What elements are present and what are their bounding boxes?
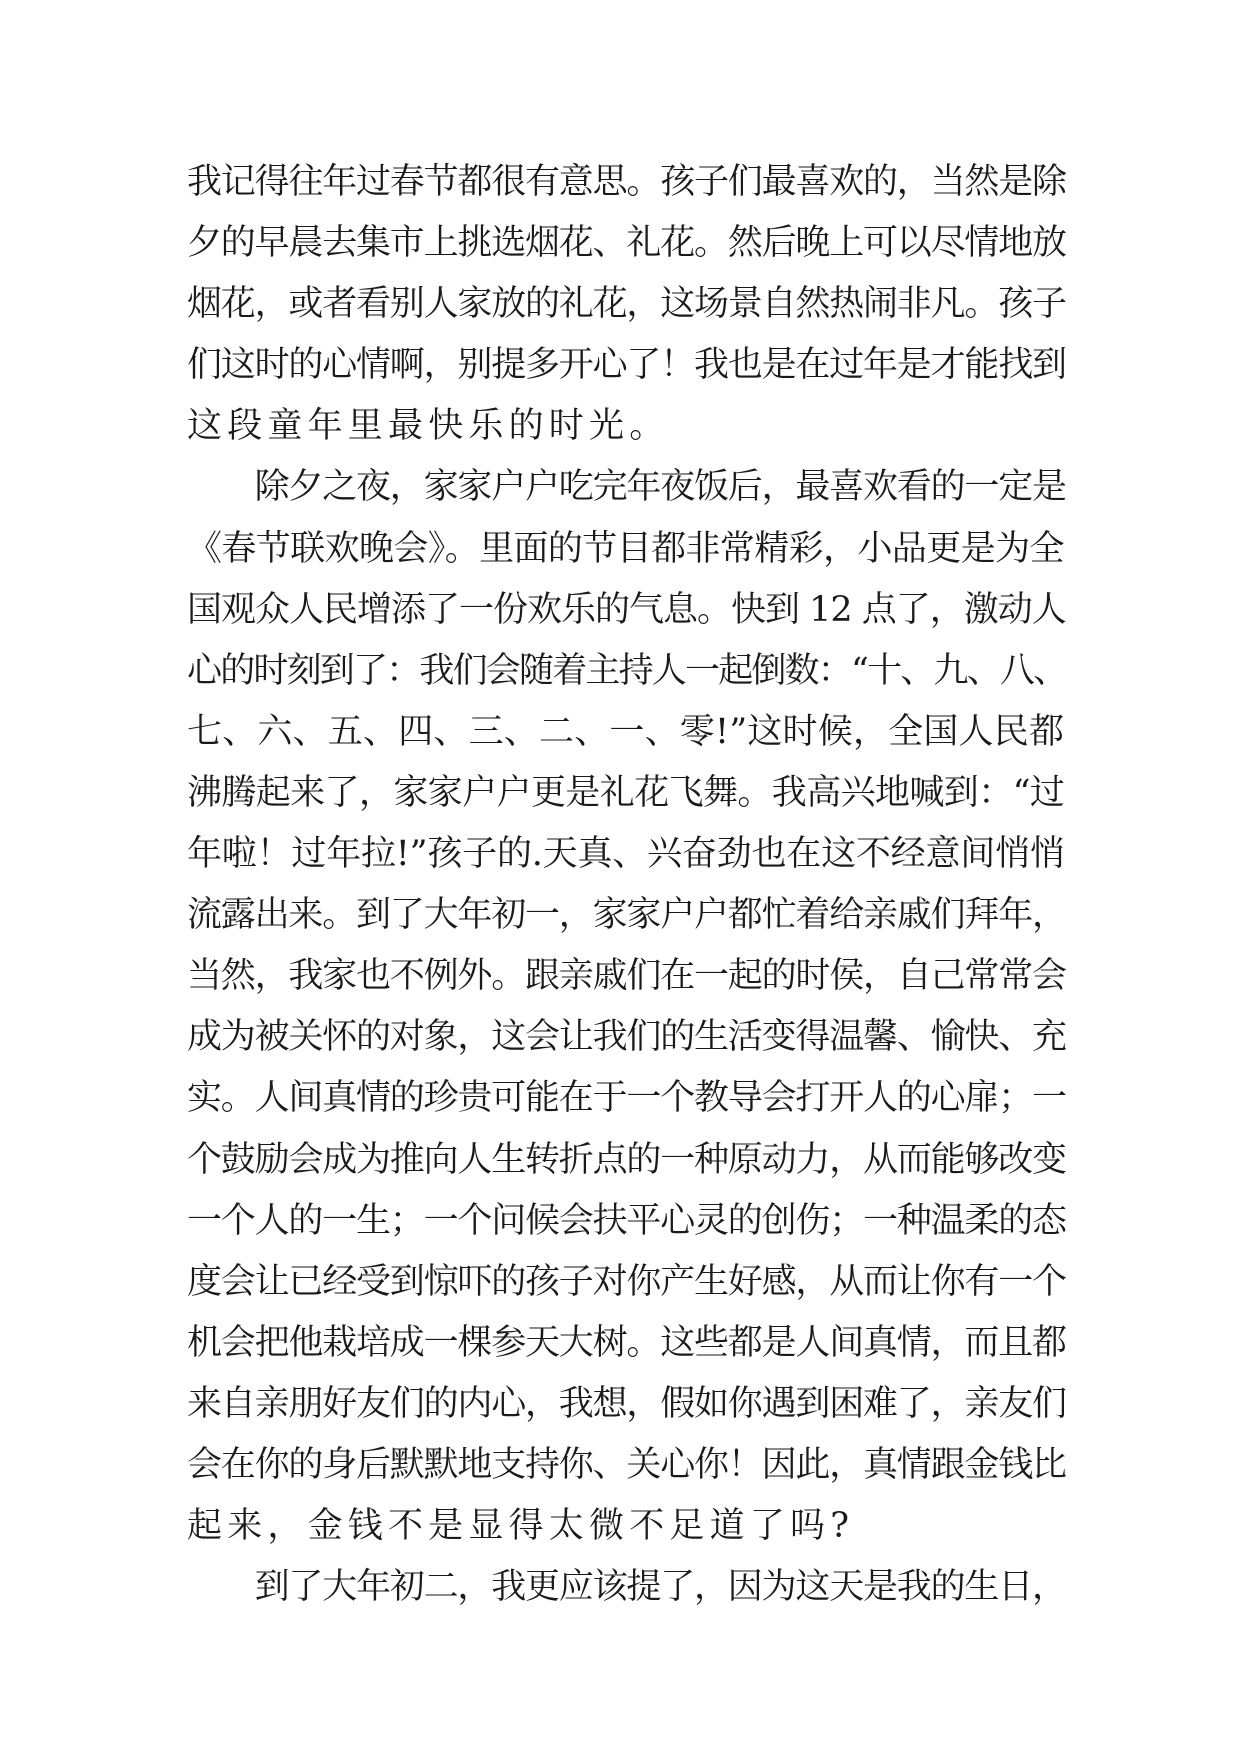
text-line: 来自亲朋好友们的内心，我想，假如你遇到困难了，亲友们 [187, 1383, 1066, 1424]
text-line: 会在你的身后默默地支持你、关心你！因此，真情跟金钱比 [187, 1444, 1066, 1485]
text-line: 年啦！过年拉!”孩子的.天真、兴奋劲也在这不经意间悄悄 [187, 834, 1065, 875]
text-line: 沸腾起来了，家家户户更是礼花飞舞。我高兴地喊到：“过 [187, 772, 1065, 813]
text-line: 当然，我家也不例外。跟亲戚们在一起的时侯，自己常常会 [187, 956, 1066, 997]
text-line: 实。人间真情的珍贵可能在于一个教导会打开人的心扉；一 [187, 1078, 1066, 1119]
text-line: 心的时刻到了：我们会随着主持人一起倒数：“十、九、八、 [187, 650, 1067, 691]
text-line: 度会让已经受到惊吓的孩子对你产生好感，从而让你有一个 [187, 1261, 1066, 1302]
text-line: 机会把他栽培成一棵参天大树。这些都是人间真情，而且都 [187, 1322, 1066, 1363]
text-line: 我记得往年过春节都很有意思。孩子们最喜欢的，当然是除 [187, 162, 1066, 202]
text-line: 烟花，或者看别人家放的礼花，这场景自然热闹非凡。孩子 [187, 284, 1066, 325]
text-line: 个鼓励会成为推向人生转折点的一种原动力，从而能够改变 [187, 1139, 1066, 1180]
text-line: 夕的早晨去集市上挑选烟花、礼花。然后晚上可以尽情地放 [187, 223, 1066, 264]
text-line: 七、六、五、四、三、二、一、零!”这时候，全国人民都 [187, 711, 1065, 752]
text-line: 流露出来。到了大年初一，家家户户都忙着给亲戚们拜年， [187, 895, 1066, 936]
text-line: 国观众人民增添了一份欢乐的气息。快到 12 点了，激动人 [187, 589, 1066, 630]
text-line: 到了大年初二，我更应该提了，因为这天是我的生日， [187, 1567, 1066, 1608]
text-line: 这段童年里最快乐的时光。 [187, 406, 670, 447]
text-line: 《春节联欢晚会》。里面的节目都非常精彩，小品更是为全 [187, 528, 1064, 569]
essay-body [187, 152, 1067, 1618]
text-line: 一个人的一生；一个问候会扶平心灵的创伤；一种温柔的态 [187, 1200, 1066, 1241]
text-line: 们这时的心情啊，别提多开心了！我也是在过年是才能找到 [187, 345, 1066, 386]
text-line: 起来，金钱不是显得太微不足道了吗? [187, 1506, 855, 1547]
text-line: 除夕之夜，家家户户吃完年夜饭后，最喜欢看的一定是 [187, 467, 1066, 508]
text-line: 成为被关怀的对象，这会让我们的生活变得温馨、愉快、充 [187, 1017, 1066, 1058]
